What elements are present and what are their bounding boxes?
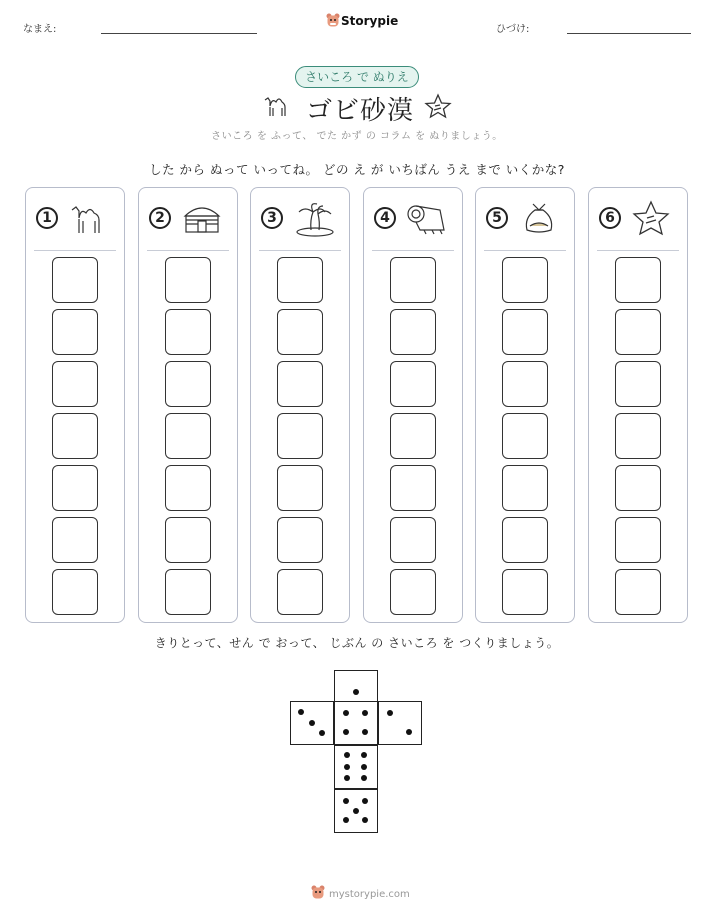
yurt-icon — [181, 200, 223, 240]
coloring-box — [165, 465, 211, 511]
coloring-box — [615, 309, 661, 355]
coloring-box — [277, 413, 323, 459]
brand-logo-icon — [326, 13, 340, 33]
die-pip — [361, 764, 367, 770]
die-pip — [343, 710, 349, 716]
die-pip — [362, 817, 368, 823]
column-divider — [259, 250, 341, 251]
column-divider — [34, 250, 116, 251]
column-number: 6 — [599, 207, 621, 229]
die-pip — [361, 752, 367, 758]
coloring-box — [502, 465, 548, 511]
oasis-palm-icon — [293, 200, 337, 242]
coloring-box — [277, 517, 323, 563]
column-number: 4 — [374, 207, 396, 229]
coloring-box — [390, 257, 436, 303]
footer-site: mystorypie.com — [329, 889, 410, 900]
rug-roll-icon — [406, 200, 448, 240]
cut-instruction: きりとって、せん で おって、 じぶん の さいころ を つくりましょう。 — [154, 636, 560, 650]
die-face-5 — [334, 789, 378, 833]
coloring-box — [615, 361, 661, 407]
coloring-box — [502, 309, 548, 355]
coloring-box — [165, 569, 211, 615]
coloring-box — [165, 413, 211, 459]
coloring-box — [52, 517, 98, 563]
column-divider — [597, 250, 679, 251]
coloring-box — [165, 257, 211, 303]
die-pip — [344, 752, 350, 758]
star-title-icon — [424, 93, 452, 123]
die-pip — [406, 729, 412, 735]
column-number: 3 — [261, 207, 283, 229]
die-pip — [343, 817, 349, 823]
page-title: ゴビ砂漠 — [306, 96, 415, 126]
coloring-box — [502, 413, 548, 459]
column-number: 5 — [486, 207, 508, 229]
camel-icon — [68, 200, 108, 240]
camel-title-icon — [262, 92, 292, 122]
date-line — [567, 33, 691, 34]
die-pip — [344, 764, 350, 770]
coloring-box — [502, 569, 548, 615]
column-2 — [138, 187, 238, 623]
footer-logo-icon — [311, 885, 325, 905]
coloring-box — [52, 309, 98, 355]
die-pip — [298, 709, 304, 715]
coloring-box — [615, 257, 661, 303]
die-pip — [343, 729, 349, 735]
coloring-box — [615, 517, 661, 563]
coloring-box — [390, 569, 436, 615]
die-pip — [362, 798, 368, 804]
die-pip — [319, 730, 325, 736]
die-pip — [353, 808, 359, 814]
instruction: した から ぬって いってね。 どの え が いちばん うえ まで いくかな? — [149, 162, 565, 177]
coloring-box — [52, 361, 98, 407]
coloring-box — [165, 361, 211, 407]
column-divider — [372, 250, 454, 251]
brand-name: Storypie — [341, 14, 399, 28]
coloring-box — [502, 517, 548, 563]
subtitle: さいころ を ふって、 でた かず の コラム を ぬりましょう。 — [211, 131, 503, 142]
coloring-box — [390, 465, 436, 511]
name-label: なまえ: — [23, 24, 57, 35]
die-pip — [344, 775, 350, 781]
column-1 — [25, 187, 125, 623]
coloring-box — [277, 361, 323, 407]
die-face-3 — [290, 701, 334, 745]
coloring-box — [277, 569, 323, 615]
coloring-box — [52, 413, 98, 459]
coloring-box — [390, 361, 436, 407]
die-pip — [309, 720, 315, 726]
die-face-6 — [334, 745, 378, 789]
column-4 — [363, 187, 463, 623]
activity-badge: さいころ で ぬりえ — [295, 66, 419, 88]
die-face-2 — [378, 701, 422, 745]
coloring-box — [277, 465, 323, 511]
die-pip — [353, 689, 359, 695]
coloring-box — [277, 257, 323, 303]
column-number: 1 — [36, 207, 58, 229]
coloring-box — [615, 465, 661, 511]
coloring-box — [277, 309, 323, 355]
column-divider — [147, 250, 229, 251]
coloring-box — [165, 309, 211, 355]
die-pip — [362, 729, 368, 735]
coloring-box — [390, 413, 436, 459]
die-face-4 — [334, 701, 378, 745]
star-icon — [631, 200, 671, 240]
column-5 — [475, 187, 575, 623]
coloring-box — [52, 569, 98, 615]
coloring-box — [52, 465, 98, 511]
column-number: 2 — [149, 207, 171, 229]
sand-bag-icon — [518, 200, 560, 240]
coloring-box — [502, 257, 548, 303]
coloring-box — [502, 361, 548, 407]
coloring-box — [52, 257, 98, 303]
die-pip — [387, 710, 393, 716]
die-pip — [361, 775, 367, 781]
date-label: ひづけ: — [496, 24, 530, 35]
name-line — [101, 33, 257, 34]
die-pip — [362, 710, 368, 716]
column-6 — [588, 187, 688, 623]
column-divider — [484, 250, 566, 251]
coloring-box — [390, 517, 436, 563]
coloring-box — [165, 517, 211, 563]
die-pip — [343, 798, 349, 804]
column-3 — [250, 187, 350, 623]
coloring-box — [615, 569, 661, 615]
coloring-box — [390, 309, 436, 355]
coloring-box — [615, 413, 661, 459]
